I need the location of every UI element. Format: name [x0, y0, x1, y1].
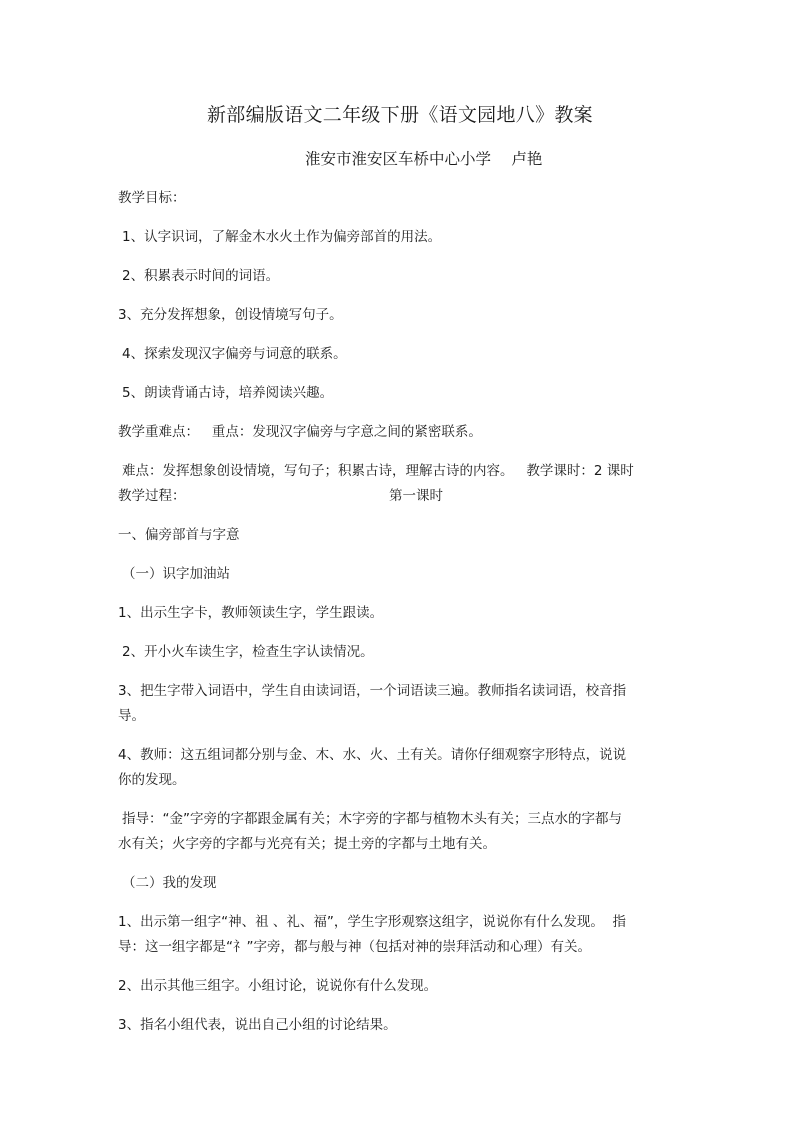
section-heading: 一、偏旁部首与字意	[118, 527, 240, 543]
goal-item: 1、认字识词，了解金木水火土作为偏旁部首的用法。	[122, 229, 442, 245]
goal-item: 3、充分发挥想象，创设情境写句子。	[118, 307, 343, 323]
goal-item: 5、朗读背诵古诗，培养阅读兴趣。	[122, 385, 334, 401]
key-points: 教学重难点： 重点：发现汉字偏旁与字意之间的紧密联系。	[118, 424, 482, 440]
step-item: 2、开小火车读生字，检查生字认读情况。	[122, 644, 374, 660]
goal-item: 4、探索发现汉字偏旁与词意的联系。	[122, 346, 347, 362]
author-line: 淮安市淮安区车桥中心小学 卢艳	[305, 150, 543, 168]
step-item-continued: 你的发现。	[118, 772, 186, 788]
goal-item: 2、积累表示时间的词语。	[122, 268, 280, 284]
subsection-heading: （二）我的发现	[122, 875, 217, 891]
step-item: 2、出示其他三组字。小组讨论，说说你有什么发现。	[118, 978, 438, 994]
step-item: 1、出示第一组字“神、祖 、礼、福”，学生字形观察这组字，说说你有什么发现。 指	[118, 914, 626, 930]
process-heading: 教学过程：	[118, 488, 186, 504]
step-item: 1、出示生字卡，教师领读生字，学生跟读。	[118, 605, 384, 621]
step-item: 4、教师：这五组词都分别与金、木、水、火、土有关。请你仔细观察字形特点，说说	[118, 747, 627, 763]
lesson-one-heading: 第一课时	[389, 488, 443, 504]
document-title: 新部编版语文二年级下册《语文园地八》教案	[206, 104, 593, 126]
difficult-points: 难点：发挥想象创设情境，写句子；积累古诗，理解古诗的内容。 教学课时：2 课时	[122, 463, 634, 479]
goals-heading: 教学目标：	[118, 190, 186, 206]
step-item-continued: 导。	[118, 708, 145, 724]
guidance-text-continued: 水有关；火字旁的字都与光亮有关；提土旁的字都与土地有关。	[118, 836, 496, 852]
subsection-heading: （一）识字加油站	[122, 566, 230, 582]
guidance-text: 指导：“金”字旁的字都跟金属有关；木字旁的字都与植物木头有关；三点水的字都与	[122, 811, 622, 827]
step-item-continued: 导：这一组字都是“礻”字旁，都与般与神（包括对神的崇拜活动和心理）有关。	[118, 939, 591, 955]
step-item: 3、指名小组代表，说出自己小组的讨论结果。	[118, 1017, 397, 1033]
step-item: 3、把生字带入词语中，学生自由读词语，一个词语读三遍。教师指名读词语，校音指	[118, 683, 627, 699]
